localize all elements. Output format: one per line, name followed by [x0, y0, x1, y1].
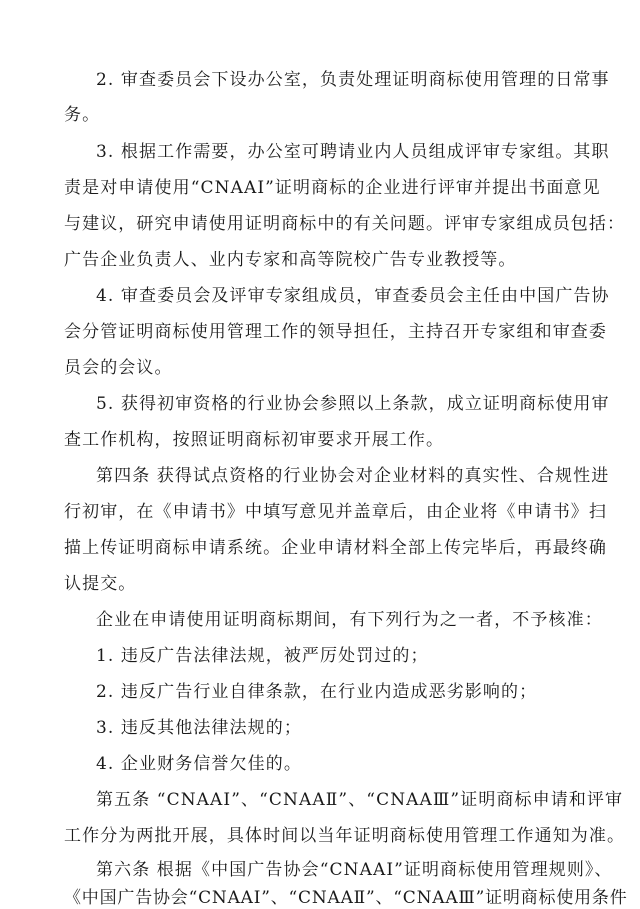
- article-4-line-4: 认提交。: [64, 574, 137, 594]
- article-5-line-1: 第五条 “CNAAⅠ”、“CNAAⅡ”、“CNAAⅢ”证明商标申请和评审: [96, 790, 624, 810]
- rejection-item-4: 4. 企业财务信誉欠佳的。: [96, 754, 302, 774]
- article-4-line-1: 第四条 获得试点资格的行业协会对企业材料的真实性、合规性进: [96, 466, 610, 486]
- article-5-line-2: 工作分为两批开展，具体时间以当年证明商标使用管理工作通知为准。: [64, 826, 626, 846]
- rejection-intro: 企业在申请使用证明商标期间，有下列行为之一者，不予核准：: [96, 610, 603, 630]
- paragraph-4-line-3: 员会的会议。: [64, 358, 173, 378]
- rejection-item-2: 2. 违反广告行业自律条款，在行业内造成恶劣影响的；: [96, 682, 538, 702]
- article-4-line-3: 描上传证明商标申请系统。企业申请材料全部上传完毕后，再最终确: [64, 538, 607, 558]
- paragraph-3-line-1: 3. 根据工作需要，办公室可聘请业内人员组成评审专家组。其职: [96, 142, 610, 162]
- paragraph-3-line-4: 广告企业负责人、业内专家和高等院校广告专业教授等。: [64, 250, 517, 270]
- paragraph-4-line-2: 会分管证明商标使用管理工作的领导担任，主持召开专家组和审查委: [64, 322, 607, 342]
- article-6-line-1: 第六条 根据《中国广告协会“CNAAⅠ”证明商标使用管理规则》、: [96, 860, 613, 880]
- rejection-item-1: 1. 违反广告法律法规，被严厉处罚过的；: [96, 646, 429, 666]
- paragraph-3-line-2: 责是对申请使用“CNAAⅠ”证明商标的企业进行评审并提出书面意见: [64, 178, 601, 198]
- rejection-item-3: 3. 违反其他法律法规的；: [96, 718, 302, 738]
- article-4-line-2: 行初审，在《申请书》中填写意见并盖章后，由企业将《申请书》扫: [64, 502, 607, 522]
- paragraph-2-line-2: 务。: [64, 105, 101, 125]
- paragraph-5-line-1: 5. 获得初审资格的行业协会参照以上条款，成立证明商标使用审: [96, 394, 610, 414]
- paragraph-5-line-2: 查工作机构，按照证明商标初审要求开展工作。: [64, 430, 445, 450]
- article-6-line-2: 《中国广告协会“CNAAⅠ”、“CNAAⅡ”、“CNAAⅢ”证明商标使用条件: [64, 888, 628, 908]
- paragraph-2-line-1: 2. 审查委员会下设办公室，负责处理证明商标使用管理的日常事: [96, 70, 610, 90]
- paragraph-4-line-1: 4. 审查委员会及评审专家组成员，审查委员会主任由中国广告协: [96, 286, 610, 306]
- paragraph-3-line-3: 与建议，研究申请使用证明商标中的有关问题。评审专家组成员包括：: [64, 214, 626, 234]
